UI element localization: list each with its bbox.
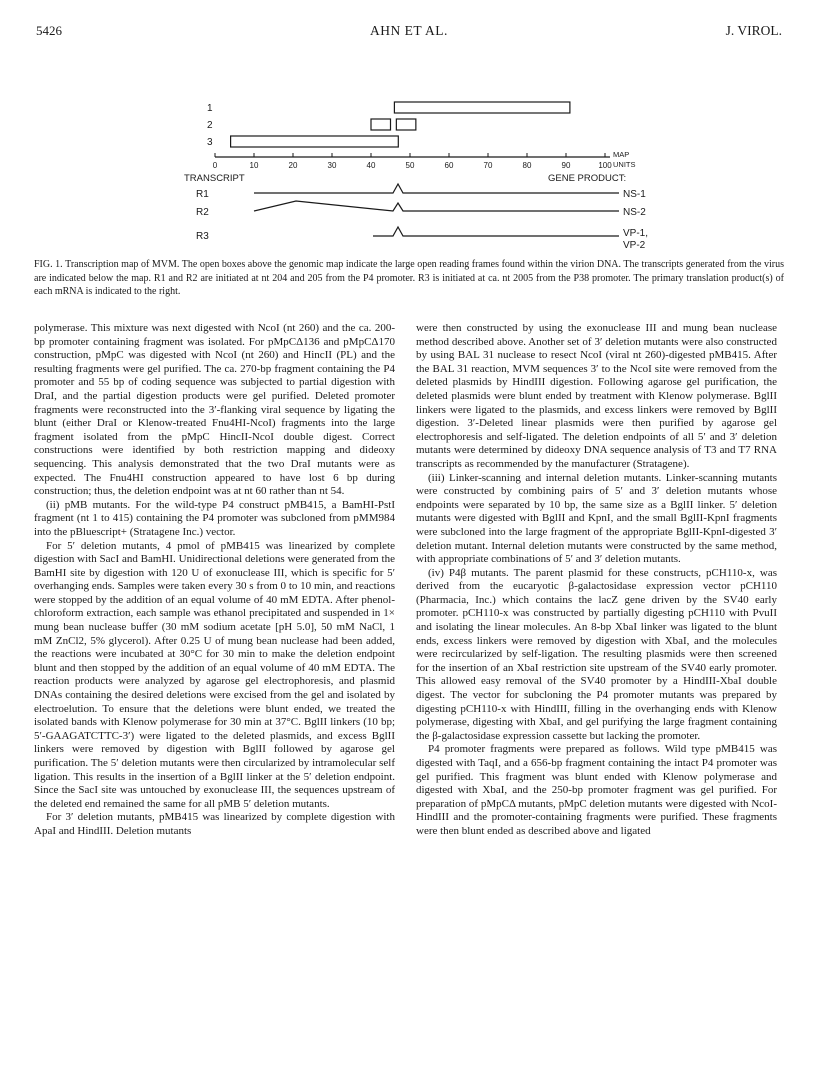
axis-tick-label-0: 0 xyxy=(212,161,218,170)
transcription-map-figure xyxy=(0,0,816,255)
gene-product-heading: GENE PRODUCT: xyxy=(548,173,627,184)
left-column xyxy=(34,322,395,839)
right-column xyxy=(416,322,777,839)
right-paragraph-1: were then constructed by using the exonuclease III and mung bean nuclease method described above. Another set of 3′ deletion mutants were also constructed by using BAL 31 nuclease to resect NcoI (viral nt 260)-digested pMB415. After the BAL 31 reaction, MVM sequences 3′ to the NcoI site were removed from the deleted plasmids by HindIII digestion. Following agarose gel purification, the deleted plasmids were blunt ended by treatment with Klenow polymerase. BglII linkers were ligated to the plasmids, and excess linkers were removed by BglII digestion. 3′-Deleted linear plasmids were then purified by agarose gel electrophoresis and self-ligated. The deletion endpoints of all 5′ and 3′ deletion mutants were determined by dideoxy DNA sequence analysis of T3 and T7 RNA transcripts as recommended by the manufacturer (Stratagene). xyxy=(416,322,777,470)
axis-tick-label-80: 80 xyxy=(522,161,532,170)
map-units-label-2: UNITS xyxy=(613,160,636,169)
page-number: 5426 xyxy=(36,23,62,38)
running-head-authors: AHN ET AL. xyxy=(370,23,448,38)
axis-tick-label-30: 30 xyxy=(327,161,337,170)
orf-label-3: 3 xyxy=(207,137,213,148)
transcript-r1-line xyxy=(254,184,619,193)
transcript-r2-line xyxy=(254,201,619,211)
transcript-r3-line xyxy=(373,227,619,236)
transcript-r1-label: R1 xyxy=(196,189,209,200)
orf-label-2: 2 xyxy=(207,120,213,131)
transcript-r2-label: R2 xyxy=(196,207,209,218)
axis-tick-labels xyxy=(213,161,612,170)
orf-1-box-1 xyxy=(394,102,570,113)
orf-2-box-2 xyxy=(396,119,416,130)
left-paragraph-2: (ii) pMB mutants. For the wild-type P4 construct pMB415, a BamHI-PstI fragment (nt 1 to 415) containing the P4 promoter was subcloned from pMM984 into the pBluescript+ (Stratagene Inc.) vector. xyxy=(34,498,395,538)
axis-tick-label-70: 70 xyxy=(483,161,493,170)
gene-product-ns1: NS-1 xyxy=(623,189,646,200)
axis-tick-label-90: 90 xyxy=(561,161,571,170)
transcript-r3-label: R3 xyxy=(196,231,209,242)
orf-boxes xyxy=(231,102,570,147)
left-paragraph-1: polymerase. This mixture was next digested with NcoI (nt 260) and the ca. 200-bp promoter containing fragment was isolated. For pMpCΔ136 and pMpCΔ170 construction, pMpC was digested with NcoI (nt 260) and HincII (PL) and the resulting fragments were gel purified. The ca. 270-bp fragment containing the P4 promoter and 55 bp of coding sequence was subjected to partial digestion with DraI, and the partial digestion products were gel purified. Deleted promoter fragments were reconstructed into the 3′-flanking viral sequence by ligating the blunt (either DraI or Klenow-treated Fnu4HI-NcoI) fragments into the large fragment isolated from the pMpC HincII-NcoI double digest. Correct constructions were identified by both restriction mapping and dideoxy sequencing. This analysis demonstrated that the two DraI mutants were as expected. The Fnu4HI construction appeared to have lost 6 bp during construction; thus, the deletion endpoint was at nt 60 rather than nt 54. xyxy=(34,322,395,498)
axis-tick-label-50: 50 xyxy=(405,161,415,170)
axis-tick-label-100: 100 xyxy=(598,161,612,170)
transcript-heading: TRANSCRIPT xyxy=(184,173,245,184)
left-paragraph-3: For 5′ deletion mutants, 4 pmol of pMB415 was linearized by complete digestion with SacI and BamHI. Unidirectional deletions were generated from the BamHI site by digestion with 120 U of exonuclease III, which is specific for 5′ overhanging ends. Samples were taken every 30 s from 0 to 10 min, and reactions were stopped by the addition of an equal volume of 40 mM EDTA. After phenol-chloroform extraction, each sample was ethanol precipitated and suspended in 1× mung bean nuclease buffer (30 mM sodium acetate [pH 5.0], 50 mM NaCl, 1 mM ZnCl2, 5% glycerol). After 0.25 U of mung bean nuclease had been added, the reactions were incubated at 30°C for 30 min to make the deletion endpoint blunt and then stopped by the addition of an equal volume of 40 mM EDTA. The reaction products were analyzed by agarose gel electrophoresis, and plasmid DNAs containing the desired deletions were excised from the gel and isolated by electroelution. To ensure that the deletions were blunt ended, we treated the isolated bands with Klenow polymerase for 30 min at 37°C. BglII linkers (10 bp; 5′-GAAGATCTTC-3′) were ligated to the deleted plasmids, and excess BglII linkers were removed by digestion with BglII followed by agarose gel purification. The 5′ deletion mutants were then circularized by intramolecular self ligation. This results in the insertion of a BglII linker at the 5′ deletion endpoint. Since the SacI site was untouched by exonuclease III, the sequences upstream of the deleted end remained the same for all pMB 5′ deletion mutants. xyxy=(34,539,395,810)
right-paragraph-2: (iii) Linker-scanning and internal deletion mutants. Linker-scanning mutants were constructed by combining pairs of 5′ and 3′ deletion mutants whose endpoints were separated by 10 bp, the same size as a BglII linker. 5′ deletion mutants were digested with BglII and KpnI, and the small BglII-KpnI fragments were subcloned into the large fragment of the appropriate BglII-KpnI-digested 3′ deletion mutant. Internal deletion mutants were constructed by the same method, with appropriate combinations of 5′ and 3′ deletion mutants. xyxy=(416,471,777,566)
gene-product-vp1: VP-1, xyxy=(623,228,649,239)
orf-2-box-1 xyxy=(371,119,391,130)
right-paragraph-4: P4 promoter fragments were prepared as follows. Wild type pMB415 was digested with TaqI, and a 656-bp fragment containing the intact P4 promoter was gel purified. This fragment was blunt ended with Klenow polymerase and digested with XbaI, and the 250-bp promoter fragment was gel purified. For preparation of pMpCΔ mutants, pMpC deletion mutants were digested with NcoI-HindIII and the promoter-containing fragments were purified. These fragments were then blunt ended as described above and ligated xyxy=(416,743,777,837)
axis-tick-label-60: 60 xyxy=(444,161,454,170)
map-units-label-1: MAP xyxy=(613,150,630,159)
orf-3-box-1 xyxy=(231,136,399,147)
gene-product-vp2: VP-2 xyxy=(623,240,646,251)
figure-caption: FIG. 1. Transcription map of MVM. The open boxes above the genomic map indicate the large open reading frames found within the virion DNA. The transcripts generated from the virus are indicated below the map. R1 and R2 are initiated at nt 204 and 205 from the P4 promoter. R3 is initiated at ca. nt 2005 from the P38 promoter. The primary translation product(s) of each mRNA is indicated to the right. xyxy=(34,259,784,297)
left-paragraph-4: For 3′ deletion mutants, pMB415 was linearized by complete digestion with ApaI and HindIII. Deletion mutants xyxy=(34,811,395,837)
gene-product-ns2: NS-2 xyxy=(623,207,646,218)
axis-tick-label-20: 20 xyxy=(288,161,298,170)
orf-label-1: 1 xyxy=(207,103,213,114)
running-head-journal: J. VIROL. xyxy=(725,23,782,38)
axis-tick-label-40: 40 xyxy=(366,161,376,170)
axis-tick-label-10: 10 xyxy=(249,161,259,170)
right-paragraph-3: (iv) P4β mutants. The parent plasmid for these constructs, pCH110-x, was derived from the eucaryotic β-galactosidase expression vector pCH110 (Pharmacia, Inc.) which contains the lacZ gene driven by the SV40 early promoter. pCH110-x was constructed by partially digesting pCH110 with PvuII and isolating the linear molecules. An 8-bp XbaI linker was ligated to the blunt ends, excess linkers were removed by digestion with XbaI, and the molecules were recircularized by self-ligation. The resulting plasmids were then screened for the insertion of an XbaI restriction site upstream of the SV40 early promoter. This allowed easy removal of the SV40 promoter by a HindIII-XbaI double digest. The vector for subcloning the P4 promoter mutants was prepared by digesting pCH110-x with HindIII, filling in the overhanging ends with Klenow polymerase, digesting with XbaI, and gel purifying the large fragment containing the β-galactosidase expression cassette but lacking the promoter. xyxy=(416,566,777,742)
